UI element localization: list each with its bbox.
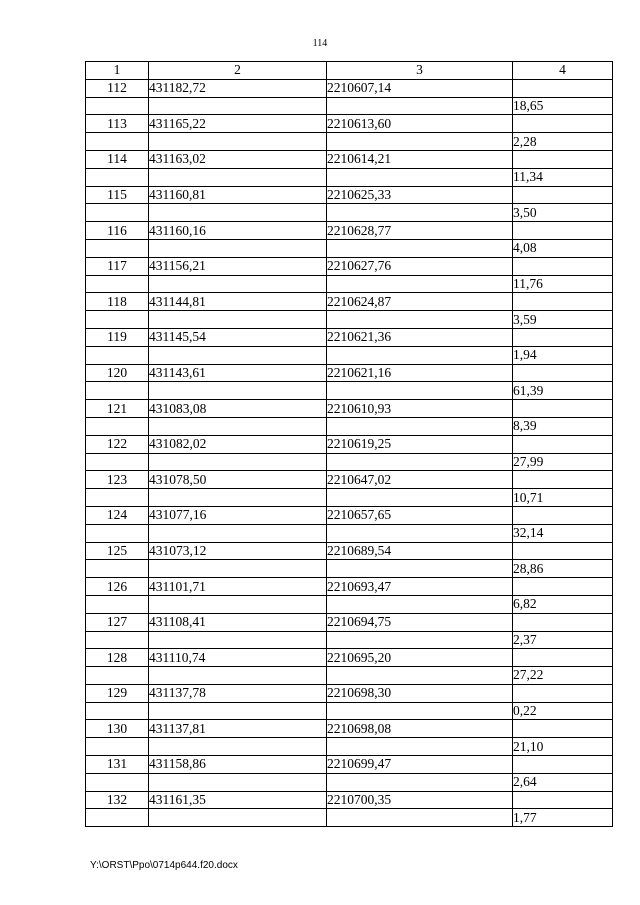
empty-length-cell — [513, 649, 613, 667]
empty-length-cell — [513, 115, 613, 133]
empty-cell — [86, 773, 149, 791]
y-coordinate-cell: 2210647,02 — [327, 471, 513, 489]
segment-length-cell: 27,22 — [513, 667, 613, 685]
x-coordinate-cell: 431163,02 — [149, 150, 327, 168]
y-coordinate-cell: 2210607,14 — [327, 79, 513, 97]
table-row — [86, 222, 613, 240]
empty-cell — [149, 346, 327, 364]
empty-cell — [327, 133, 513, 151]
y-coordinate-cell: 2210657,65 — [327, 506, 513, 524]
header-cell-x: 2 — [149, 62, 327, 80]
empty-cell — [86, 809, 149, 827]
empty-cell — [327, 346, 513, 364]
x-coordinate-cell: 431137,81 — [149, 720, 327, 738]
empty-cell — [327, 489, 513, 507]
empty-cell — [86, 560, 149, 578]
empty-cell — [149, 667, 327, 685]
x-coordinate-cell: 431161,35 — [149, 791, 327, 809]
empty-cell — [327, 631, 513, 649]
x-coordinate-cell: 431156,21 — [149, 257, 327, 275]
empty-cell — [86, 524, 149, 542]
segment-length-cell: 6,82 — [513, 595, 613, 613]
point-number-cell: 131 — [86, 756, 149, 774]
empty-cell — [86, 346, 149, 364]
table-row-length — [86, 133, 613, 151]
point-number-cell: 124 — [86, 506, 149, 524]
segment-length-cell: 0,22 — [513, 702, 613, 720]
empty-length-cell — [513, 720, 613, 738]
segment-length-cell: 3,50 — [513, 204, 613, 222]
empty-cell — [86, 595, 149, 613]
y-coordinate-cell: 2210698,08 — [327, 720, 513, 738]
empty-length-cell — [513, 578, 613, 596]
table-row-length — [86, 595, 613, 613]
y-coordinate-cell: 2210621,16 — [327, 364, 513, 382]
empty-length-cell — [513, 471, 613, 489]
segment-length-cell: 11,76 — [513, 275, 613, 293]
x-coordinate-cell: 431101,71 — [149, 578, 327, 596]
empty-cell — [86, 168, 149, 186]
empty-length-cell — [513, 79, 613, 97]
header-cell-point-number: 1 — [86, 62, 149, 80]
point-number-cell: 120 — [86, 364, 149, 382]
segment-length-cell: 28,86 — [513, 560, 613, 578]
table-row-length — [86, 417, 613, 435]
empty-cell — [327, 311, 513, 329]
empty-length-cell — [513, 684, 613, 702]
coordinates-table — [85, 61, 613, 827]
empty-cell — [327, 382, 513, 400]
table-row-length — [86, 346, 613, 364]
empty-cell — [327, 417, 513, 435]
empty-cell — [149, 417, 327, 435]
empty-cell — [149, 204, 327, 222]
empty-length-cell — [513, 756, 613, 774]
empty-cell — [86, 311, 149, 329]
table-row-length — [86, 382, 613, 400]
empty-length-cell — [513, 791, 613, 809]
table-row-length — [86, 275, 613, 293]
table-row — [86, 293, 613, 311]
x-coordinate-cell: 431158,86 — [149, 756, 327, 774]
empty-length-cell — [513, 435, 613, 453]
point-number-cell: 114 — [86, 150, 149, 168]
table-row — [86, 435, 613, 453]
table-row — [86, 364, 613, 382]
x-coordinate-cell: 431077,16 — [149, 506, 327, 524]
y-coordinate-cell: 2210700,35 — [327, 791, 513, 809]
table-row-length — [86, 489, 613, 507]
table-row — [86, 649, 613, 667]
table-row — [86, 791, 613, 809]
x-coordinate-cell: 431082,02 — [149, 435, 327, 453]
table-row — [86, 115, 613, 133]
table-row — [86, 400, 613, 418]
empty-cell — [149, 168, 327, 186]
y-coordinate-cell: 2210693,47 — [327, 578, 513, 596]
y-coordinate-cell: 2210628,77 — [327, 222, 513, 240]
empty-length-cell — [513, 328, 613, 346]
empty-length-cell — [513, 613, 613, 631]
y-coordinate-cell: 2210694,75 — [327, 613, 513, 631]
segment-length-cell: 11,34 — [513, 168, 613, 186]
point-number-cell: 113 — [86, 115, 149, 133]
empty-cell — [86, 667, 149, 685]
segment-length-cell: 21,10 — [513, 738, 613, 756]
segment-length-cell: 1,94 — [513, 346, 613, 364]
point-number-cell: 119 — [86, 328, 149, 346]
table-row — [86, 79, 613, 97]
empty-cell — [149, 97, 327, 115]
empty-cell — [327, 773, 513, 791]
table-row — [86, 471, 613, 489]
point-number-cell: 123 — [86, 471, 149, 489]
table-row-length — [86, 311, 613, 329]
empty-cell — [86, 417, 149, 435]
empty-cell — [327, 239, 513, 257]
segment-length-cell: 2,28 — [513, 133, 613, 151]
y-coordinate-cell: 2210689,54 — [327, 542, 513, 560]
empty-length-cell — [513, 257, 613, 275]
empty-cell — [149, 275, 327, 293]
empty-cell — [149, 311, 327, 329]
empty-length-cell — [513, 542, 613, 560]
table-row — [86, 578, 613, 596]
point-number-cell: 117 — [86, 257, 149, 275]
y-coordinate-cell: 2210619,25 — [327, 435, 513, 453]
table-row-length — [86, 667, 613, 685]
segment-length-cell: 2,37 — [513, 631, 613, 649]
point-number-cell: 122 — [86, 435, 149, 453]
point-number-cell: 112 — [86, 79, 149, 97]
point-number-cell: 118 — [86, 293, 149, 311]
empty-cell — [86, 702, 149, 720]
empty-length-cell — [513, 293, 613, 311]
empty-cell — [86, 133, 149, 151]
empty-cell — [86, 275, 149, 293]
table-row-length — [86, 773, 613, 791]
header-cell-length: 4 — [513, 62, 613, 80]
empty-cell — [327, 275, 513, 293]
empty-length-cell — [513, 186, 613, 204]
segment-length-cell: 3,59 — [513, 311, 613, 329]
table-row — [86, 328, 613, 346]
empty-cell — [149, 560, 327, 578]
empty-length-cell — [513, 400, 613, 418]
table-row — [86, 684, 613, 702]
table-row — [86, 257, 613, 275]
empty-cell — [327, 204, 513, 222]
point-number-cell: 128 — [86, 649, 149, 667]
x-coordinate-cell: 431160,81 — [149, 186, 327, 204]
table-row-length — [86, 631, 613, 649]
table-row-length — [86, 560, 613, 578]
x-coordinate-cell: 431110,74 — [149, 649, 327, 667]
x-coordinate-cell: 431108,41 — [149, 613, 327, 631]
file-path-footer: Y:\ORST\Ppo\0714p644.f20.docx — [90, 860, 238, 871]
empty-cell — [149, 524, 327, 542]
segment-length-cell: 27,99 — [513, 453, 613, 471]
header-cell-y: 3 — [327, 62, 513, 80]
segment-length-cell: 32,14 — [513, 524, 613, 542]
page-number: 114 — [312, 38, 328, 49]
y-coordinate-cell: 2210625,33 — [327, 186, 513, 204]
table-row-length — [86, 738, 613, 756]
empty-cell — [86, 382, 149, 400]
x-coordinate-cell: 431143,61 — [149, 364, 327, 382]
empty-length-cell — [513, 506, 613, 524]
empty-cell — [327, 168, 513, 186]
segment-length-cell: 2,64 — [513, 773, 613, 791]
table-row — [86, 542, 613, 560]
y-coordinate-cell: 2210614,21 — [327, 150, 513, 168]
empty-cell — [149, 631, 327, 649]
table-row-length — [86, 204, 613, 222]
y-coordinate-cell: 2210627,76 — [327, 257, 513, 275]
y-coordinate-cell: 2210698,30 — [327, 684, 513, 702]
empty-length-cell — [513, 222, 613, 240]
empty-cell — [327, 738, 513, 756]
point-number-cell: 130 — [86, 720, 149, 738]
y-coordinate-cell: 2210695,20 — [327, 649, 513, 667]
x-coordinate-cell: 431144,81 — [149, 293, 327, 311]
empty-cell — [327, 702, 513, 720]
empty-cell — [149, 133, 327, 151]
x-coordinate-cell: 431073,12 — [149, 542, 327, 560]
empty-cell — [149, 702, 327, 720]
empty-cell — [86, 489, 149, 507]
empty-length-cell — [513, 150, 613, 168]
table-row — [86, 613, 613, 631]
table-row — [86, 186, 613, 204]
table-row — [86, 150, 613, 168]
empty-cell — [327, 453, 513, 471]
empty-cell — [86, 204, 149, 222]
table-body — [86, 62, 613, 827]
table-row-length — [86, 168, 613, 186]
x-coordinate-cell: 431137,78 — [149, 684, 327, 702]
point-number-cell: 125 — [86, 542, 149, 560]
x-coordinate-cell: 431160,16 — [149, 222, 327, 240]
empty-cell — [149, 595, 327, 613]
x-coordinate-cell: 431165,22 — [149, 115, 327, 133]
point-number-cell: 127 — [86, 613, 149, 631]
table-row — [86, 506, 613, 524]
table-row — [86, 756, 613, 774]
empty-cell — [86, 239, 149, 257]
empty-cell — [327, 524, 513, 542]
point-number-cell: 116 — [86, 222, 149, 240]
empty-cell — [327, 560, 513, 578]
table-row-length — [86, 453, 613, 471]
empty-cell — [149, 489, 327, 507]
table-row-length — [86, 702, 613, 720]
segment-length-cell: 4,08 — [513, 239, 613, 257]
empty-cell — [327, 97, 513, 115]
empty-cell — [327, 595, 513, 613]
empty-cell — [149, 809, 327, 827]
x-coordinate-cell: 431078,50 — [149, 471, 327, 489]
table-row-length — [86, 809, 613, 827]
empty-cell — [149, 382, 327, 400]
table-row-length — [86, 97, 613, 115]
point-number-cell: 132 — [86, 791, 149, 809]
segment-length-cell: 8,39 — [513, 417, 613, 435]
point-number-cell: 126 — [86, 578, 149, 596]
empty-cell — [149, 738, 327, 756]
point-number-cell: 129 — [86, 684, 149, 702]
y-coordinate-cell: 2210699,47 — [327, 756, 513, 774]
empty-cell — [86, 738, 149, 756]
empty-cell — [149, 453, 327, 471]
table-row-length — [86, 524, 613, 542]
y-coordinate-cell: 2210613,60 — [327, 115, 513, 133]
empty-cell — [86, 453, 149, 471]
empty-cell — [86, 97, 149, 115]
segment-length-cell: 61,39 — [513, 382, 613, 400]
y-coordinate-cell: 2210610,93 — [327, 400, 513, 418]
empty-cell — [149, 773, 327, 791]
segment-length-cell: 1,77 — [513, 809, 613, 827]
y-coordinate-cell: 2210621,36 — [327, 328, 513, 346]
x-coordinate-cell: 431182,72 — [149, 79, 327, 97]
table-row — [86, 720, 613, 738]
segment-length-cell: 18,65 — [513, 97, 613, 115]
point-number-cell: 121 — [86, 400, 149, 418]
y-coordinate-cell: 2210624,87 — [327, 293, 513, 311]
segment-length-cell: 10,71 — [513, 489, 613, 507]
table-header-row — [86, 62, 613, 80]
table-row-length — [86, 239, 613, 257]
x-coordinate-cell: 431145,54 — [149, 328, 327, 346]
point-number-cell: 115 — [86, 186, 149, 204]
x-coordinate-cell: 431083,08 — [149, 400, 327, 418]
empty-cell — [86, 631, 149, 649]
empty-cell — [327, 809, 513, 827]
empty-cell — [327, 667, 513, 685]
empty-length-cell — [513, 364, 613, 382]
empty-cell — [149, 239, 327, 257]
